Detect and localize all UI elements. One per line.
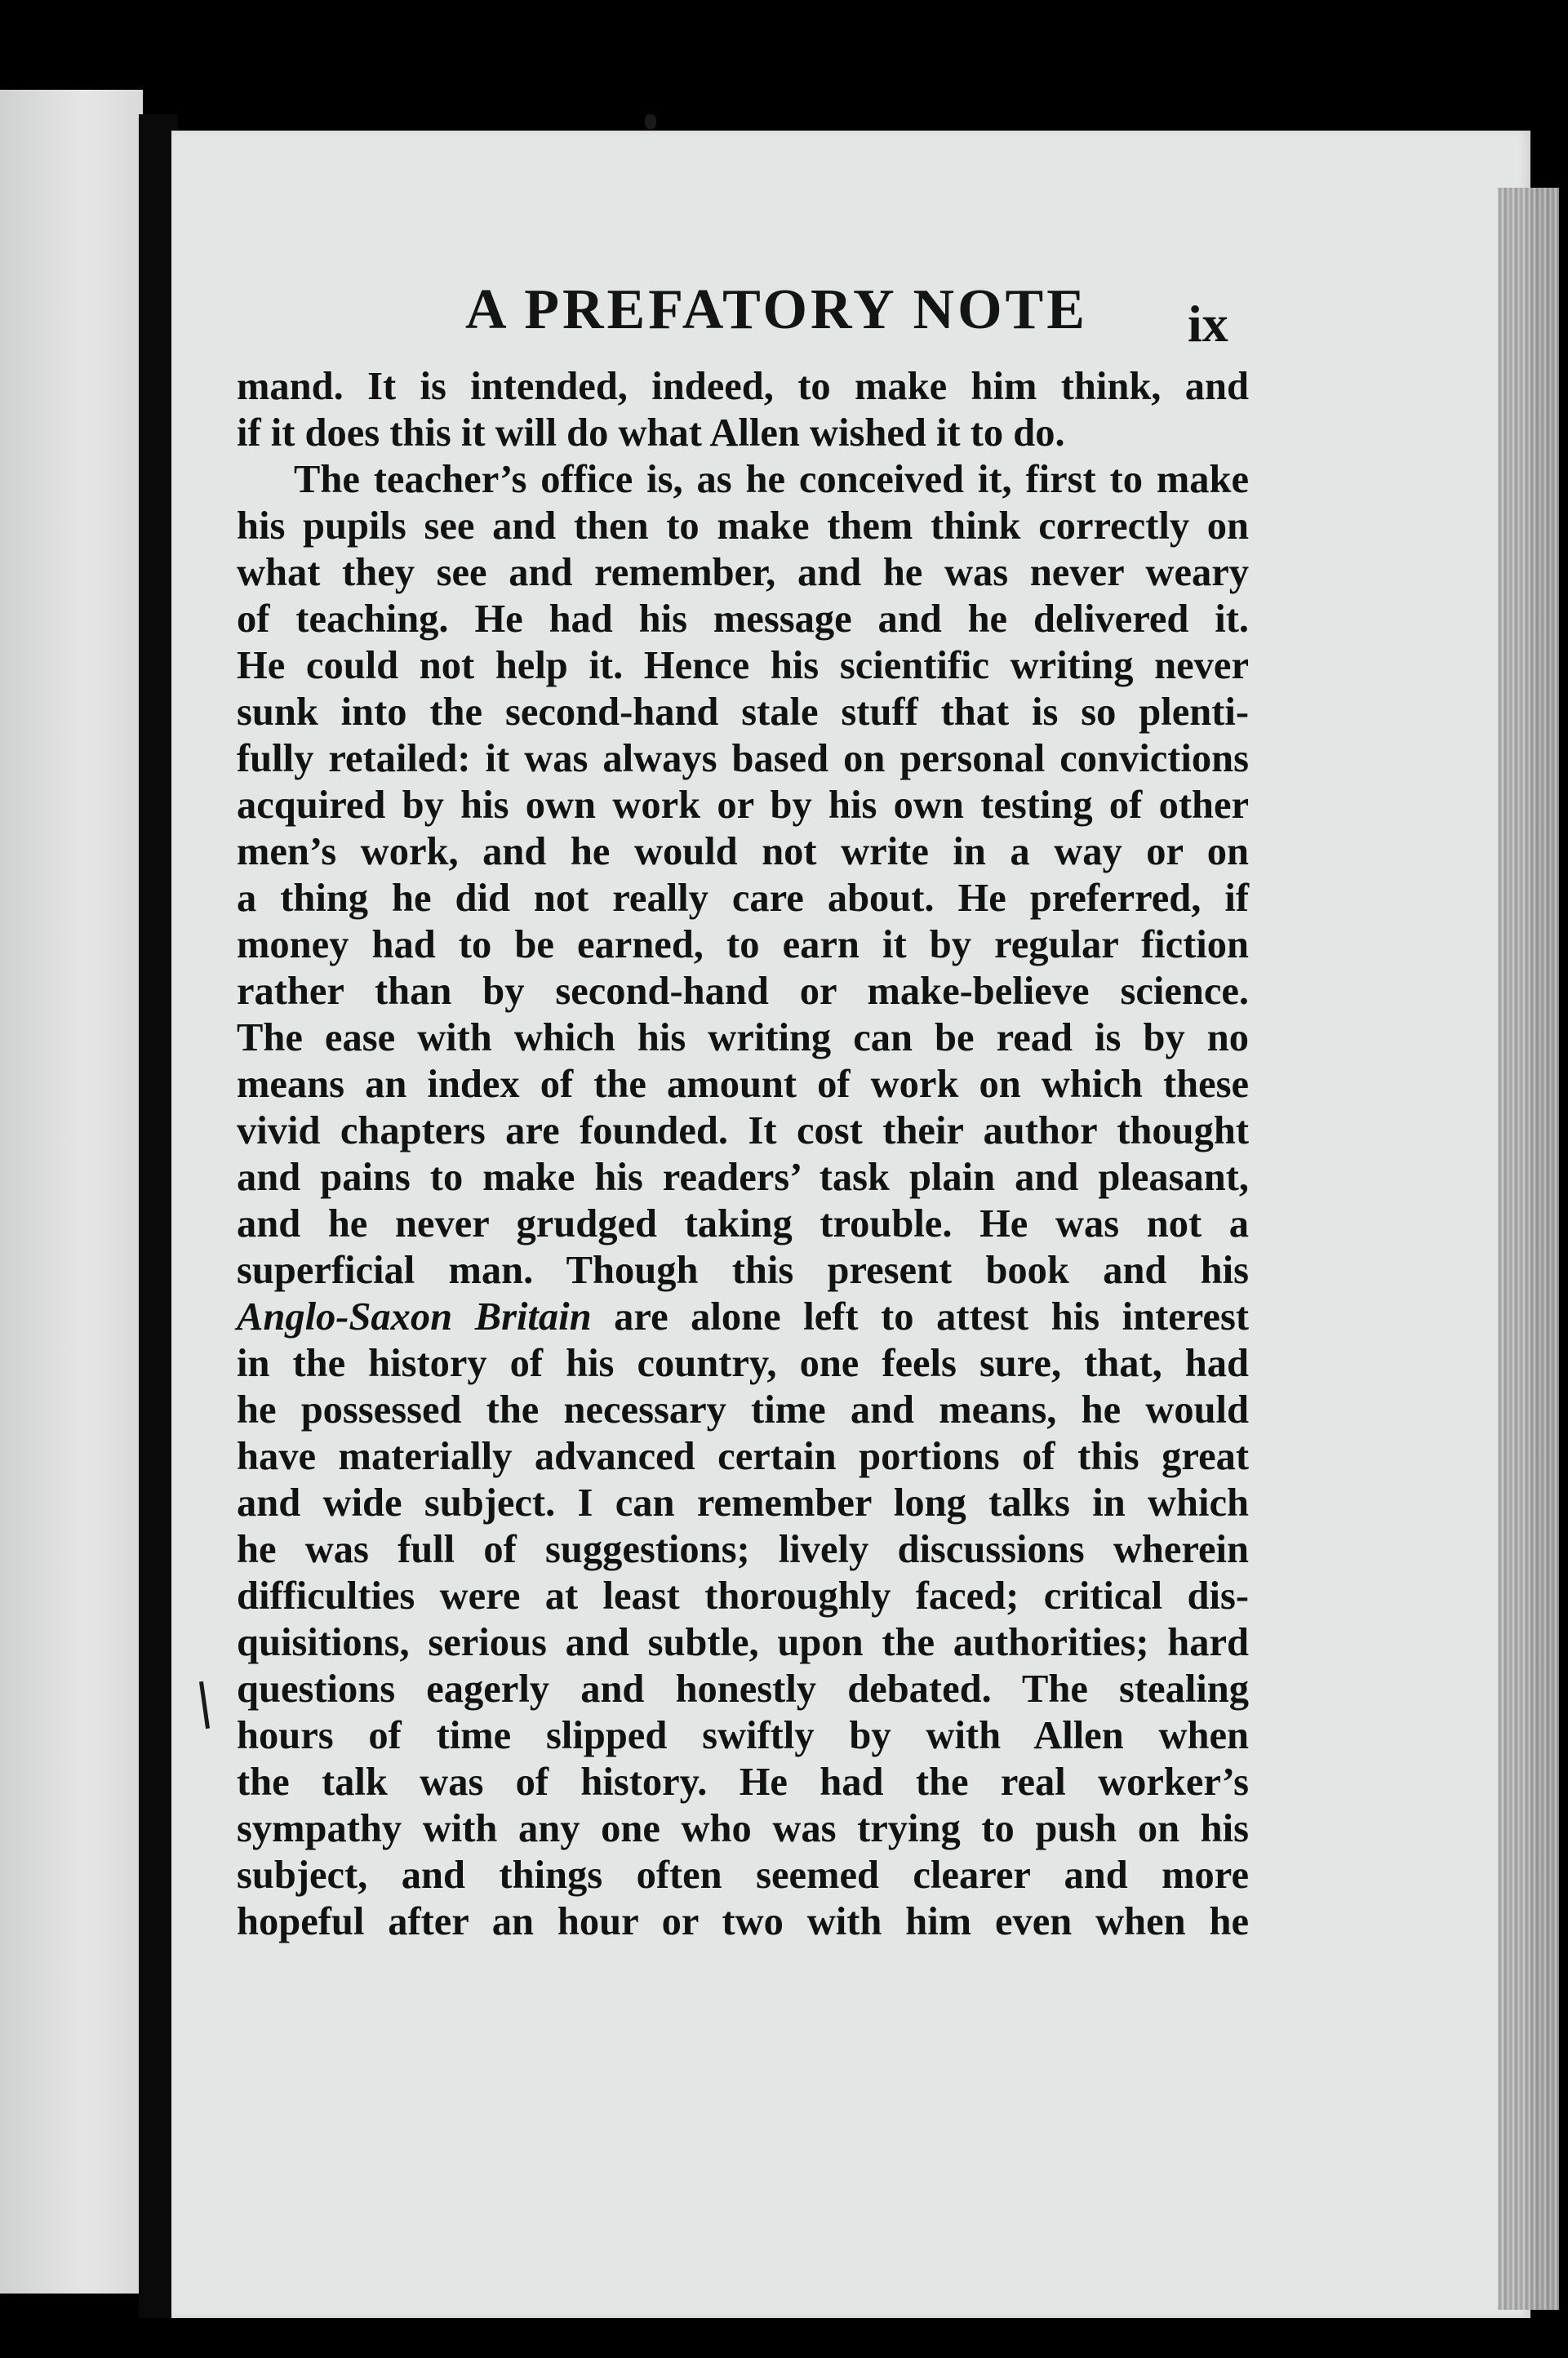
page-edge-texture — [1498, 188, 1559, 2310]
text-line: and wide subject. I can remember long talks in which — [237, 1481, 1249, 1525]
text-line: sympathy with any one who was trying to push on his — [237, 1807, 1249, 1850]
text-line: what they see and remember, and he was never weary — [237, 551, 1249, 594]
text-line: acquired by his own work or by his own testing of other — [237, 784, 1249, 827]
text-line: hours of time slipped swiftly by with Allen when — [237, 1714, 1249, 1757]
running-title: A PREFATORY NOTE — [465, 278, 1088, 341]
text-line: difficulties were at least thoroughly faced; critical dis- — [237, 1574, 1249, 1618]
text-line: rather than by second-hand or make-believe science. — [237, 970, 1249, 1013]
text-line: he possessed the necessary time and means, he would — [237, 1388, 1249, 1432]
text-line: of teaching. He had his message and he delivered it. — [237, 597, 1249, 641]
text-line: the talk was of history. He had the real worker’s — [237, 1761, 1249, 1804]
text-line: a thing he did not really care about. He preferred, if — [237, 877, 1249, 920]
book-title-italic: Anglo-Saxon Britain — [237, 1295, 592, 1339]
body-text — [237, 363, 1249, 1945]
text-line: hopeful after an hour or two with him even when he — [237, 1900, 1249, 1943]
text-line: Anglo-Saxon Britain are alone left to attest his interest — [237, 1295, 1249, 1339]
text-line: vivid chapters are founded. It cost their author thought — [237, 1109, 1249, 1152]
text-line: sunk into the second-hand stale stuff that is so plenti- — [237, 691, 1249, 734]
text-line: quisitions, serious and subtle, upon the authorities; hard — [237, 1621, 1249, 1664]
text-line: men’s work, and he would not write in a way or on — [237, 830, 1249, 873]
text-line: superficial man. Though this present book and his — [237, 1249, 1249, 1292]
text-line: money had to be earned, to earn it by regular fiction — [237, 923, 1249, 966]
text-line: He could not help it. Hence his scientific writing never — [237, 644, 1249, 687]
text-line: in the history of his country, one feels sure, that, had — [237, 1342, 1249, 1385]
scan-speck — [645, 114, 656, 129]
text-line: and pains to make his readers’ task plain and pleasant, — [237, 1156, 1249, 1199]
page-number: ix — [1188, 295, 1228, 353]
text-line: means an index of the amount of work on which these — [237, 1063, 1249, 1106]
text-line: questions eagerly and honestly debated. The stealing — [237, 1667, 1249, 1711]
text-line: mand. It is intended, indeed, to make him think, and — [237, 365, 1249, 408]
text-line: if it does this it will do what Allen wished it to do. — [237, 411, 1065, 455]
text-line: The ease with which his writing can be read is by no — [237, 1016, 1249, 1059]
text-line: his pupils see and then to make them think correctly on — [237, 504, 1249, 548]
adjacent-page-strip — [0, 90, 143, 2294]
text-line: and he never grudged taking trouble. He was not a — [237, 1202, 1249, 1246]
text-line: The teacher’s office is, as he conceived it, first to make — [294, 458, 1249, 501]
text-line: he was full of suggestions; lively discussions wherein — [237, 1528, 1249, 1571]
text-line: have materially advanced certain portions of this great — [237, 1435, 1249, 1478]
text-line: subject, and things often seemed clearer and more — [237, 1854, 1249, 1897]
text-line: fully retailed: it was always based on personal convictions — [237, 737, 1249, 780]
page-header — [245, 269, 1265, 367]
